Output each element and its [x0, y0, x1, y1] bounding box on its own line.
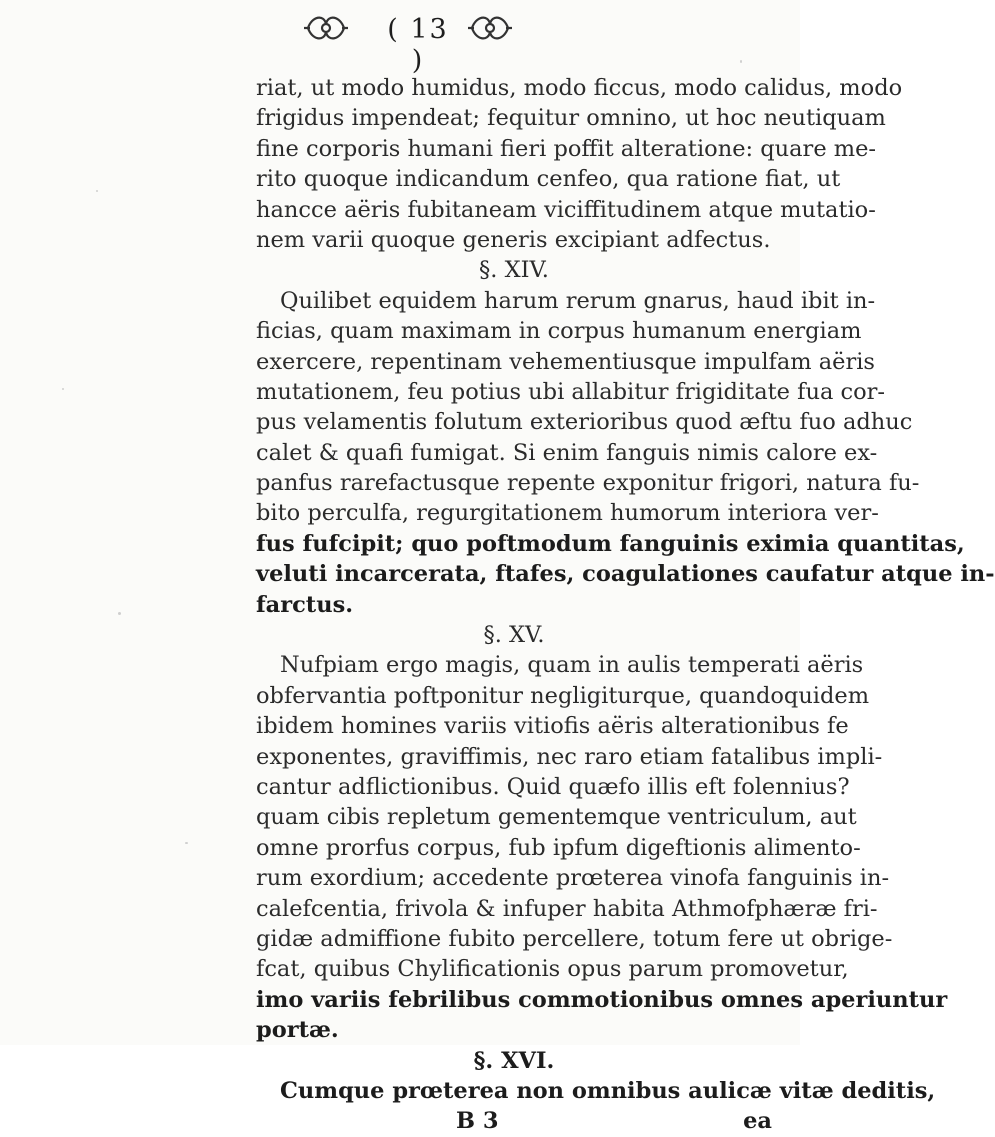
text-line: mutationem, feu potius ubi allabitur frigiditate fua cor-: [256, 378, 886, 405]
text-line: Cumque prœterea non omnibus aulicæ vitæ deditis,: [280, 1077, 936, 1104]
text-line: portæ.: [256, 1017, 339, 1044]
body-text: [256, 73, 995, 1137]
text-line: frigidus impendeat; fequitur omnino, ut hoc neutiquam: [256, 105, 886, 132]
text-line: quam cibis repletum gementemque ventriculum, aut: [256, 804, 857, 831]
text-line: exponentes, graviffimis, nec raro etiam fatalibus impli-: [256, 743, 883, 770]
text-line: fus fufcipit; quo poftmodum fanguinis eximia quantitas,: [256, 530, 965, 557]
text-line: rito quoque indicandum cenfeo, qua ratione fiat, ut: [256, 166, 841, 193]
text-line: cantur adflictionibus. Quid quæfo illis eft folennius?: [256, 773, 850, 800]
page-header: [270, 0, 570, 76]
text-line: ibidem homines variis vitiofis aëris alterationibus fe: [256, 713, 849, 740]
text-line: bito perculfa, regurgitationem humorum interiora ver-: [256, 500, 879, 527]
page-number: ( 13 ): [387, 14, 449, 76]
text-line: exercere, repentinam vehementiusque impulfam aëris: [256, 348, 875, 375]
text-line: veluti incarcerata, ftafes, coagulationes caufatur atque in-: [256, 561, 995, 588]
section-heading: §. XIV.: [479, 257, 549, 284]
printer-ornament-icon: [302, 6, 350, 50]
text-line: imo variis febrilibus commotionibus omnes aperiuntur: [256, 986, 948, 1013]
text-line: obfervantia poftponitur negligiturque, quandoquidem: [256, 682, 870, 709]
catchword: ea: [743, 1108, 772, 1135]
text-line: fine corporis humani fieri poffit alteratione: quare me-: [256, 135, 877, 162]
text-line: fcat, quibus Chylificationis opus parum promovetur,: [256, 956, 849, 983]
text-line: rum exordium; accedente prœterea vinofa fanguinis in-: [256, 865, 890, 892]
text-line: panfus rarefactusque repente exponitur frigori, natura fu-: [256, 470, 920, 497]
text-line: riat, ut modo humidus, modo ficcus, modo calidus, modo: [256, 75, 903, 101]
printer-ornament-icon: [466, 6, 514, 50]
text-line: nem varii quoque generis excipiant adfectus.: [256, 226, 771, 253]
text-line: calet & quafi fumigat. Si enim fanguis nimis calore ex-: [256, 439, 878, 466]
text-line: farctus.: [256, 591, 354, 618]
text-line: calefcentia, frivola & infuper habita Athmofphæræ fri-: [256, 895, 878, 922]
section-heading: §. XVI.: [473, 1047, 555, 1074]
text-line: ficias, quam maximam in corpus humanum energiam: [256, 318, 862, 345]
text-line: Nufpiam ergo magis, quam in aulis temperati aëris: [280, 652, 864, 679]
text-line: omne prorfus corpus, fub ipfum digeftionis alimento-: [256, 834, 861, 861]
text-line: gidæ admiffione fubito percellere, totum fere ut obrige-: [256, 925, 893, 952]
signature-mark: B 3: [456, 1108, 499, 1135]
page-footer: [256, 1106, 772, 1136]
text-line: pus velamentis folutum exterioribus quod æftu fuo adhuc: [256, 409, 913, 436]
text-line: hancce aëris fubitaneam viciffitudinem atque mutatio-: [256, 196, 876, 223]
text-line: Quilibet equidem harum rerum gnarus, haud ibit in-: [280, 287, 876, 314]
section-heading: §. XV.: [483, 622, 545, 649]
